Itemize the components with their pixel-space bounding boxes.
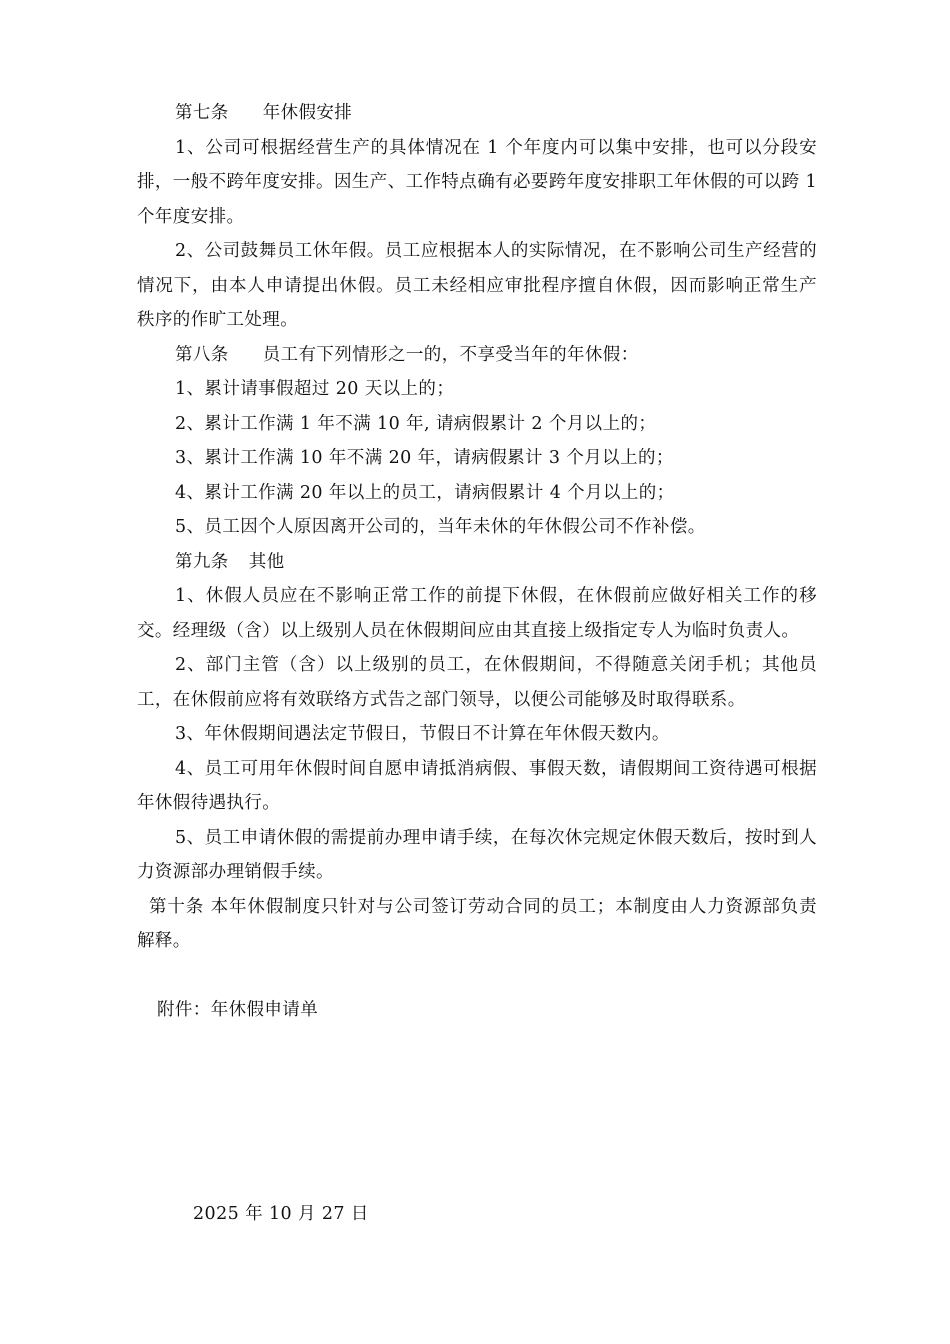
article-7-heading [137, 96, 817, 131]
article-8-item-1: 1、累计请事假超过 20 天以上的； [175, 379, 455, 399]
article-7-item-2: 2、公司鼓舞员工休年假。员工应根据本人的实际情况，在不影响公司生产经营的情况下，由本人申请提出休假。员工未经相应审批程序擅自休假，因而影响正常生产秩序的作旷工处理。 [137, 241, 817, 330]
article-8-item-3: 3、累计工作满 10 年不满 20 年，请病假累计 3 个月以上的； [175, 448, 674, 468]
article-7-item-1: 1、公司可根据经营生产的具体情况在 1 个年度内可以集中安排，也可以分段安排，一般不跨年度安排。因生产、工作特点确有必要跨年度安排职工年休假的可以跨 1 个年度安排。 [137, 137, 817, 227]
article-9-title: 其他 [248, 551, 285, 572]
article-7-number: 第七条 [175, 103, 229, 123]
attachment-line: 附件：年休假申请单 [157, 1000, 319, 1020]
article-8-title: 员工有下列情形之一的，不享受当年的年休假： [262, 344, 639, 365]
article-8-item-4: 4、累计工作满 20 年以上的员工，请病假累计 4 个月以上的； [175, 482, 675, 503]
article-8-heading [137, 338, 817, 373]
document-date: 2025 年 10 月 27 日 [193, 1204, 369, 1224]
article-8-item-2: 2、累计工作满 1 年不满 10 年, 请病假累计 2 个月以上的； [175, 413, 657, 434]
article-9-heading [137, 545, 817, 580]
article-9-item-5: 5、员工申请休假的需提前办理申请手续，在每次休完规定休假天数后，按时到人力资源部办理销假手续。 [137, 827, 817, 882]
article-9-item-1: 1、休假人员应在不影响正常工作的前提下休假，在休假前应做好相关工作的移交。经理级（含）以上级别人员在休假期间应由其直接上级指定专人为临时负责人。 [137, 586, 817, 641]
article-8-item-5: 5、员工因个人原因离开公司的，当年未休的年休假公司不作补偿。 [175, 517, 706, 537]
article-10: 第十条 本年休假制度只针对与公司签订劳动合同的员工；本制度由人力资源部负责解释。 [137, 896, 817, 951]
article-9-item-2: 2、部门主管（含）以上级别的员工，在休假期间，不得随意关闭手机；其他员工，在休假前应将有效联络方式告之部门领导，以便公司能够及时取得联系。 [137, 655, 817, 710]
article-8-number: 第八条 [175, 344, 229, 365]
article-7-title: 年休假安排 [262, 103, 353, 123]
article-9-number: 第九条 [175, 551, 229, 572]
article-9-item-3: 3、年休假期间遇法定节假日，节假日不计算在年休假天数内。 [175, 724, 670, 744]
article-9-item-4: 4、员工可用年休假时间自愿申请抵消病假、事假天数，请假期间工资待遇可根据年休假待遇执行。 [137, 758, 817, 813]
document-body [137, 96, 817, 1028]
